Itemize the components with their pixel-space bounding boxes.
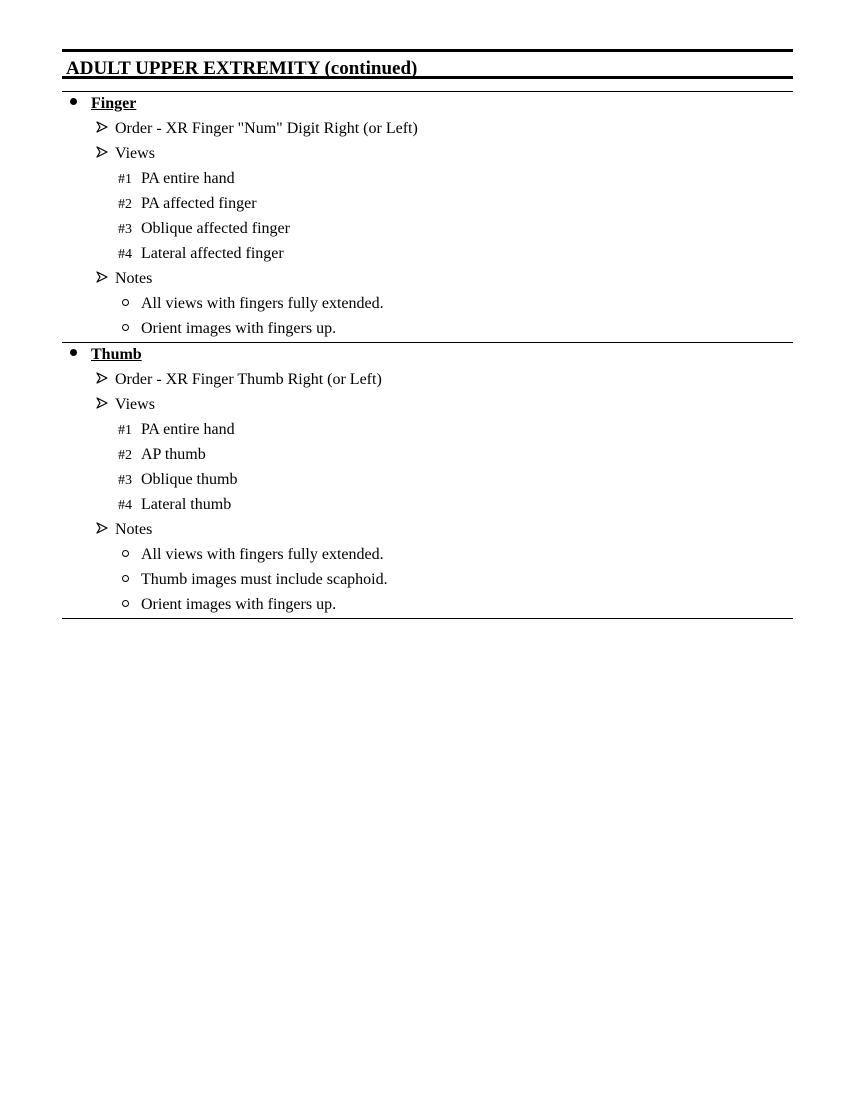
view-text: Lateral thumb (141, 496, 232, 513)
view-text: PA entire hand (141, 421, 235, 438)
view-number: #4 (118, 498, 132, 513)
view-text: Lateral affected finger (141, 245, 284, 262)
arrowhead-bullet-icon (96, 397, 108, 409)
view-number: #1 (118, 172, 132, 187)
view-item (62, 167, 793, 192)
note-text: Orient images with fingers up. (141, 596, 337, 613)
view-item (62, 418, 793, 443)
view-item (62, 443, 793, 468)
section-thumb (62, 342, 793, 619)
notes-label: Notes (115, 521, 153, 538)
circle-bullet-icon (122, 600, 129, 607)
circle-bullet-icon (122, 550, 129, 557)
circle-bullet-icon (122, 324, 129, 331)
views-label: Views (115, 396, 155, 413)
view-text: Oblique thumb (141, 471, 238, 488)
circle-bullet-icon (122, 575, 129, 582)
view-text: Oblique affected finger (141, 220, 290, 237)
note-text: All views with fingers fully extended. (141, 295, 384, 312)
view-item (62, 192, 793, 217)
section-finger (62, 92, 793, 342)
order-text: Order - XR Finger Thumb Right (or Left) (115, 371, 382, 388)
section-heading (62, 92, 793, 117)
document-page (62, 49, 793, 619)
arrowhead-bullet-icon (96, 146, 108, 158)
view-number: #3 (118, 222, 132, 237)
view-text: AP thumb (141, 446, 206, 463)
note-item (62, 568, 793, 593)
notes-label: Notes (115, 270, 153, 287)
view-text: PA entire hand (141, 170, 235, 187)
note-text: Orient images with fingers up. (141, 320, 337, 337)
view-text: PA affected finger (141, 195, 257, 212)
view-number: #1 (118, 423, 132, 438)
page-header (62, 49, 793, 79)
note-item (62, 543, 793, 568)
arrowhead-bullet-icon (96, 271, 108, 283)
view-number: #4 (118, 247, 132, 262)
order-item (62, 117, 793, 142)
order-text: Order - XR Finger "Num" Digit Right (or Left) (115, 120, 418, 137)
notes-heading (62, 518, 793, 543)
view-item (62, 242, 793, 267)
section-heading (62, 343, 793, 368)
arrowhead-bullet-icon (96, 121, 108, 133)
notes-heading (62, 267, 793, 292)
note-item (62, 593, 793, 618)
views-label: Views (115, 145, 155, 162)
bullet-icon (70, 98, 77, 105)
section-title: Finger (91, 95, 137, 112)
arrowhead-bullet-icon (96, 372, 108, 384)
view-number: #2 (118, 448, 132, 463)
page-title: ADULT UPPER EXTREMITY (continued) (66, 58, 418, 79)
views-heading (62, 142, 793, 167)
note-text: Thumb images must include scaphoid. (141, 571, 388, 588)
circle-bullet-icon (122, 299, 129, 306)
section-title: Thumb (91, 346, 142, 363)
note-item (62, 317, 793, 342)
note-text: All views with fingers fully extended. (141, 546, 384, 563)
order-item (62, 368, 793, 393)
view-number: #3 (118, 473, 132, 488)
view-item (62, 493, 793, 518)
arrowhead-bullet-icon (96, 522, 108, 534)
view-item (62, 217, 793, 242)
view-item (62, 468, 793, 493)
bullet-icon (70, 349, 77, 356)
note-item (62, 292, 793, 317)
views-heading (62, 393, 793, 418)
view-number: #2 (118, 197, 132, 212)
